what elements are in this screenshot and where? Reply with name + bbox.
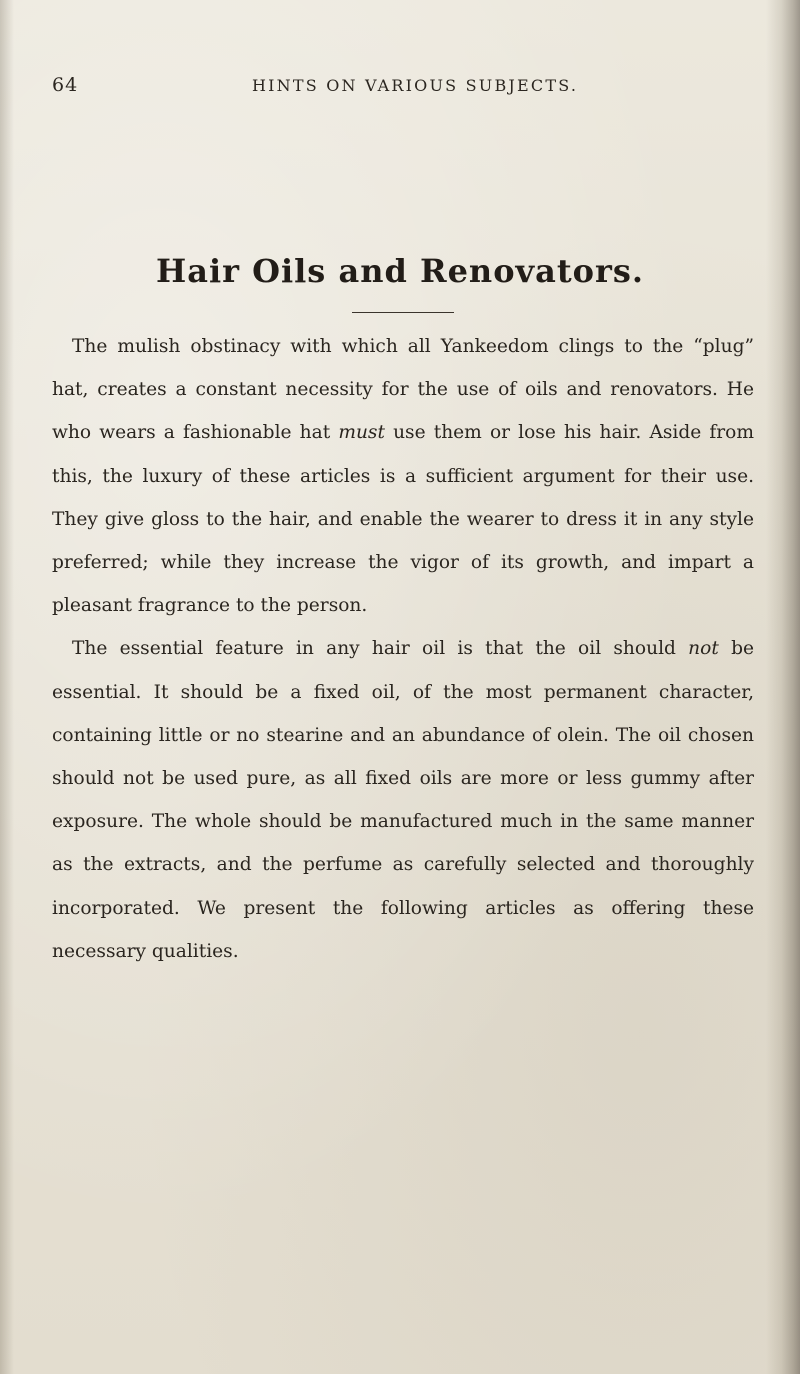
heading-rule: [352, 312, 454, 313]
text-segment: be essential. It should be a fixed oil, of the most permanent character, containing little or no stearine and an abundance of olein. The oil chosen should not be used pure, as all fixed oils are more or less gummy after exposure. The whole should be manufactured much in the same manner as the extracts, and the perfume as carefully selected and thoroughly incorporated. We present the following articles as offering these necessary qualities.: [52, 638, 754, 962]
body-text: [52, 325, 754, 973]
section-heading: Hair Oils and Renovators.: [155, 252, 644, 290]
page-number: 64: [52, 74, 79, 96]
page-gutter-shadow: [0, 0, 14, 1374]
running-title: HINTS ON VARIOUS SUBJECTS.: [252, 76, 579, 95]
paragraph: [52, 325, 754, 627]
running-head: [52, 74, 752, 104]
emphasis-segment: must: [338, 422, 385, 444]
emphasis-segment: not: [688, 638, 719, 660]
paragraph: [52, 627, 754, 973]
text-segment: The mulish obstinacy with which all Yankeedom clings to the “plug” hat, creates a constant necessity for the use of oils and renovators. He who wears a fashionable hat: [52, 336, 754, 444]
text-segment: The essential feature in any hair oil is that the oil should: [72, 638, 689, 660]
page-edge-shadow: [766, 0, 800, 1374]
text-segment: use them or lose his hair. Aside from this, the luxury of these articles is a sufficient argument for their use. They give gloss to the hair, and enable the wearer to dress it in any style preferred; while they increase the vigor of its growth, and impart a pleasant fragrance to the person.: [52, 422, 754, 617]
